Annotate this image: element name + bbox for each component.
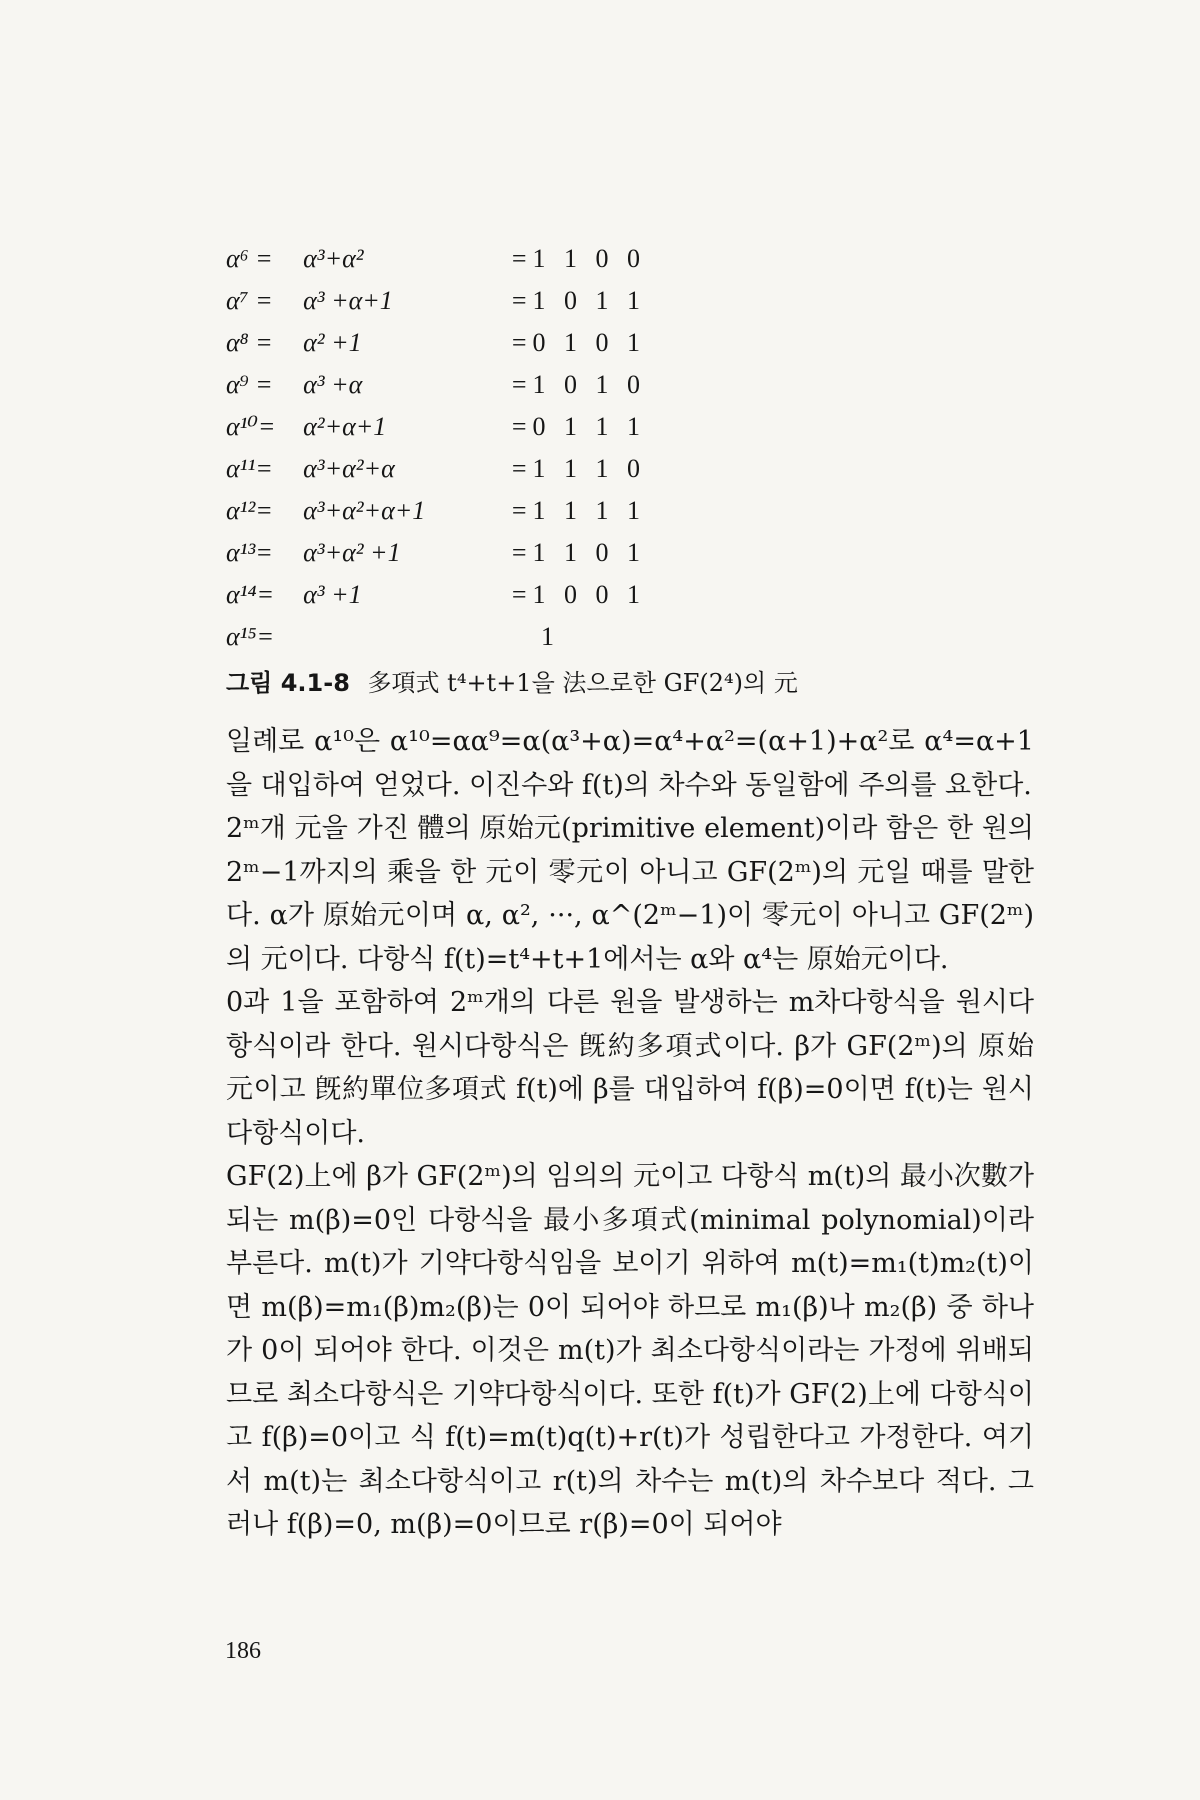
binary-vector: =1 1 0 0: [511, 244, 646, 273]
polynomial-expression: α³+α²+α+1: [303, 496, 426, 525]
binary-vector: =1 1 1 1: [511, 496, 646, 525]
polynomial-expression: α²+α+1: [303, 412, 387, 441]
power-label: α¹³=: [226, 538, 273, 567]
polynomial-expression: α² +1: [303, 328, 362, 357]
table-row: [226, 448, 646, 490]
polynomial-expression: α³ +α+1: [303, 286, 393, 315]
polynomial-expression: α³ +1: [303, 580, 362, 609]
figure-label: 그림 4.1-8: [226, 669, 350, 697]
polynomial-expression: α³ +α: [303, 370, 363, 399]
binary-vector: =0 1 1 1: [511, 412, 646, 441]
polynomial-expression: α³+α²+α: [303, 454, 395, 483]
table-row: [226, 490, 646, 532]
table-row: [226, 574, 646, 616]
power-label: α⁹ =: [226, 370, 273, 399]
figure-caption-text: 多項式 t⁴+t+1을 法으로한 GF(2⁴)의 元: [367, 669, 798, 697]
binary-vector: =1 0 1 0: [511, 370, 646, 399]
power-label: α⁶ =: [226, 244, 273, 273]
table-row: [226, 364, 646, 406]
polynomial-expression: α³+α²: [303, 244, 364, 273]
gf-element-table: [226, 238, 646, 658]
paragraph: 2ᵐ개 元을 가진 體의 原始元(primitive element)이라 함은 한 원의 2ᵐ−1까지의 乘을 한 元이 零元이 아니고 GF(2ᵐ)의 元일 때를 말한다. α가 原始元이며 α, α², ···, α^(2ᵐ−1)이 零元이 아니고 GF(2ᵐ)의 元이다. 다항식 f(t)=t⁴+t+1에서는 α와 α⁴는 原始元이다.: [226, 813, 1034, 975]
binary-vector: =1 0 1 1: [511, 286, 646, 315]
table-row: [226, 322, 646, 364]
power-label: α¹²=: [226, 496, 273, 525]
polynomial-expression: α³+α² +1: [303, 538, 401, 567]
paragraph: 0과 1을 포함하여 2ᵐ개의 다른 원을 발생하는 m차다항식을 원시다항식이라 한다. 원시다항식은 旣約多項式이다. β가 GF(2ᵐ)의 原始元이고 旣約單位多項式 f(t)에 β를 대입하여 f(β)=0이면 f(t)는 원시다항식이다.: [226, 987, 1034, 1149]
binary-vector: 1: [541, 622, 560, 651]
table-row: [226, 532, 646, 574]
power-label: α¹⁰=: [226, 412, 276, 441]
table-row: [226, 280, 646, 322]
paragraph: GF(2)上에 β가 GF(2ᵐ)의 임의의 元이고 다항식 m(t)의 最小次數가 되는 m(β)=0인 다항식을 最小多項式(minimal polynomial)이라 부른다. m(t)가 기약다항식임을 보이기 위하여 m(t)=m₁(t)m₂(t)이면 m(β)=m₁(β)m₂(β)는 0이 되어야 하므로 m₁(β)나 m₂(β) 중 하나가 0이 되어야 한다. 이것은 m(t)가 최소다항식이라는 가정에 위배되므로 최소다항식은 기약다항식이다. 또한 f(t)가 GF(2)上에 다항식이고 f(β)=0이고 식 f(t)=m(t)q(t)+r(t)가 성립한다고 가정한다. 여기서 m(t)는 최소다항식이고 r(t)의 차수는 m(t)의 차수보다 적다. 그러나 f(β)=0, m(β)=0이므로 r(β)=0이 되어야: [226, 1161, 1034, 1540]
power-label: α¹⁴=: [226, 580, 275, 609]
binary-vector: =1 1 1 0: [511, 454, 646, 483]
binary-vector: =1 1 0 1: [511, 538, 646, 567]
figure-caption: [226, 668, 798, 698]
binary-vector: =1 0 0 1: [511, 580, 646, 609]
paragraph: 일례로 α¹⁰은 α¹⁰=αα⁹=α(α³+α)=α⁴+α²=(α+1)+α²로 α⁴=α+1을 대입하여 얻었다. 이진수와 f(t)의 차수와 동일함에 주의를 요한다.: [226, 726, 1034, 801]
body-text: [226, 720, 1034, 1547]
binary-vector: =0 1 0 1: [511, 328, 646, 357]
table-row: [226, 616, 646, 658]
power-label: α⁸ =: [226, 328, 273, 357]
table-row: [226, 238, 646, 280]
table-row: [226, 406, 646, 448]
page-number: 186: [225, 1638, 261, 1664]
power-label: α¹⁵=: [226, 622, 275, 651]
power-label: α¹¹=: [226, 454, 273, 483]
power-label: α⁷ =: [226, 286, 273, 315]
